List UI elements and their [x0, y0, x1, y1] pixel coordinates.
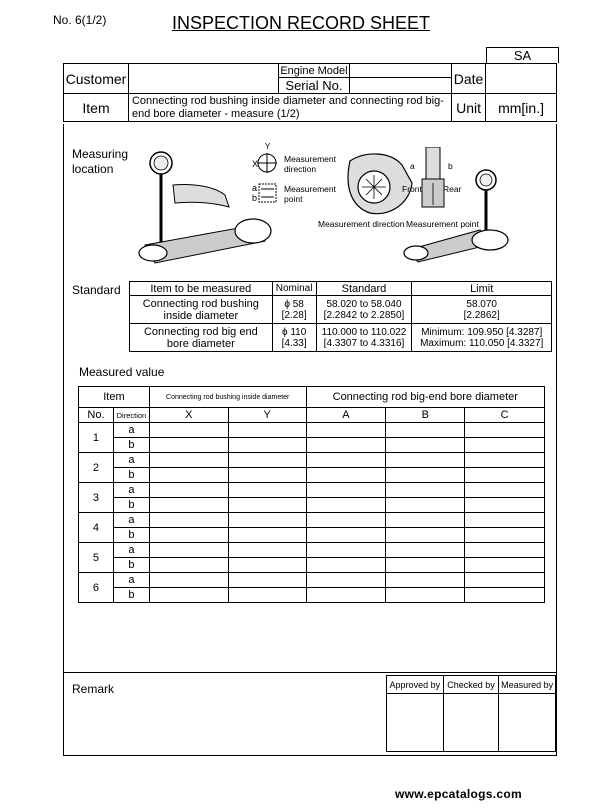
measured-row: [79, 573, 545, 588]
text: bore diameter: [166, 337, 235, 350]
measured-value-cell[interactable]: [228, 528, 306, 543]
row-number: 3: [79, 483, 114, 513]
item-header: Item: [79, 387, 150, 408]
measured-value-cell[interactable]: [228, 468, 306, 483]
measured-value-cell[interactable]: [386, 513, 465, 528]
measured-value-cell[interactable]: [306, 453, 386, 468]
meas-direction-line2: direction: [284, 164, 317, 174]
measured-value-cell[interactable]: [149, 513, 228, 528]
measured-value-cell[interactable]: [306, 528, 386, 543]
front-label: Front: [402, 184, 422, 194]
measured-value-cell[interactable]: [228, 558, 306, 573]
text: [2.2862]: [463, 309, 500, 321]
approved-by-label: Approved by: [387, 676, 444, 694]
measured-value-cell[interactable]: [465, 483, 545, 498]
date-value[interactable]: [486, 64, 557, 94]
remark-label: Remark: [72, 682, 115, 696]
measured-value-cell[interactable]: [149, 453, 228, 468]
measured-value-cell[interactable]: [149, 558, 228, 573]
text: Maximum: 110.050 [4.3327]: [420, 337, 544, 349]
row-number: 5: [79, 543, 114, 573]
meas-point-line1: Measurement: [284, 184, 336, 194]
measurement-point-caption-top: [284, 184, 336, 204]
measured-row: [79, 468, 545, 483]
engine-model-value[interactable]: [350, 64, 452, 78]
meas-direction-line1: Measurement: [284, 154, 336, 164]
direction-cell: a: [113, 423, 149, 438]
point-a-label: a: [252, 183, 258, 193]
sa-box: [486, 47, 559, 63]
direction-cell: a: [113, 573, 149, 588]
direction-header: Direction: [113, 408, 149, 423]
measured-value-cell[interactable]: [386, 423, 465, 438]
measured-value-cell[interactable]: [386, 573, 465, 588]
col-x-header: X: [149, 408, 228, 423]
checked-by-label: Checked by: [443, 676, 499, 694]
standard-row-bigend: [130, 324, 552, 352]
standard-label: Standard: [72, 283, 121, 297]
header-standard: Standard: [316, 282, 412, 296]
standard-bigend: [316, 324, 412, 352]
measured-value-cell[interactable]: [306, 573, 386, 588]
standard-table: [129, 281, 552, 352]
measured-value-cell[interactable]: [149, 543, 228, 558]
measured-value-cell[interactable]: [465, 423, 545, 438]
measured-value-cell[interactable]: [465, 468, 545, 483]
measured-value-cell[interactable]: [228, 498, 306, 513]
direction-cell: b: [113, 468, 149, 483]
header-nominal: Nominal: [272, 282, 316, 296]
text: Connecting rod bushing: [142, 297, 259, 310]
nominal-bigend: [272, 324, 316, 352]
header-limit: Limit: [412, 282, 552, 296]
measured-value-cell[interactable]: [306, 588, 386, 603]
item-description: Connecting rod bushing inside diameter and connecting rod big-end bore diameter - measure (1/2): [128, 94, 451, 122]
measuring-label-line1: Measuring: [72, 147, 129, 161]
measured-row: [79, 438, 545, 453]
measured-value-cell[interactable]: [386, 468, 465, 483]
measured-value-cell[interactable]: [386, 438, 465, 453]
measurement-direction-caption-top: [284, 154, 336, 174]
engine-model-label: Engine Model: [278, 64, 350, 78]
customer-label: Customer: [64, 64, 129, 94]
measured-value-cell[interactable]: [228, 453, 306, 468]
serial-no-label: Serial No.: [278, 78, 350, 94]
unit-value: mm[in.]: [486, 94, 557, 122]
text: [2.28]: [281, 309, 307, 321]
measured-value-cell[interactable]: [465, 528, 545, 543]
measured-value-cell[interactable]: [465, 438, 545, 453]
measured-value-cell[interactable]: [149, 468, 228, 483]
measured-value-cell[interactable]: [228, 483, 306, 498]
label-b-right: b: [448, 161, 453, 171]
unit-label: Unit: [452, 94, 486, 122]
measuring-location-label: [72, 147, 128, 177]
direction-cell: a: [113, 483, 149, 498]
measured-value-cell[interactable]: [306, 543, 386, 558]
measured-value-cell[interactable]: [228, 588, 306, 603]
measurement-point-caption: Measurement point: [406, 219, 479, 229]
text: inside diameter: [163, 309, 239, 322]
limit-bigend: [412, 324, 552, 352]
row-number: 4: [79, 513, 114, 543]
item-label: Item: [64, 94, 129, 122]
measured-value-cell[interactable]: [465, 558, 545, 573]
measured-row: [79, 498, 545, 513]
customer-value[interactable]: [128, 64, 278, 94]
rear-label: Rear: [443, 184, 462, 194]
measured-value-cell[interactable]: [149, 483, 228, 498]
direction-cell: b: [113, 558, 149, 573]
measured-value-cell[interactable]: [228, 438, 306, 453]
measured-value-cell[interactable]: [306, 423, 386, 438]
y-axis-label: Y: [265, 142, 271, 151]
header-item-to-be-measured: Item to be measured: [130, 282, 273, 296]
measured-value-cell[interactable]: [149, 498, 228, 513]
measured-value-cell[interactable]: [149, 573, 228, 588]
text: 58.020 to 58.040: [326, 298, 402, 310]
x-axis-label: X: [252, 159, 259, 169]
watermark: www.epcatalogs.com: [395, 787, 522, 801]
standard-item-bigend: [130, 324, 273, 352]
measured-row: [79, 453, 545, 468]
measured-value-cell[interactable]: [306, 468, 386, 483]
measured-value-cell[interactable]: [386, 558, 465, 573]
measured-row: [79, 528, 545, 543]
measured-value-cell[interactable]: [228, 573, 306, 588]
measured-value-cell[interactable]: [465, 543, 545, 558]
bigend-header: Connecting rod big-end bore diameter: [306, 387, 544, 408]
col-b-header: B: [386, 408, 465, 423]
measured-row: [79, 588, 545, 603]
measured-row: [79, 543, 545, 558]
measured-row: [79, 423, 545, 438]
measured-value-table: [78, 386, 545, 603]
measured-value-cell[interactable]: [149, 423, 228, 438]
direction-cell: a: [113, 453, 149, 468]
measured-value-cell[interactable]: [228, 543, 306, 558]
direction-cell: a: [113, 513, 149, 528]
document-number: No. 6(1/2): [53, 13, 107, 27]
measured-value-cell[interactable]: [228, 513, 306, 528]
measured-value-cell[interactable]: [386, 588, 465, 603]
measured-row: [79, 483, 545, 498]
measured-value-cell[interactable]: [465, 498, 545, 513]
bushing-header: Connecting rod bushing inside diameter: [149, 387, 306, 408]
measured-value-cell[interactable]: [306, 513, 386, 528]
col-a-header: A: [306, 408, 386, 423]
measured-value-cell[interactable]: [465, 588, 545, 603]
measured-value-label: Measured value: [79, 365, 165, 379]
standard-row-bushing: [130, 296, 552, 324]
direction-cell: b: [113, 528, 149, 543]
direction-cell: b: [113, 588, 149, 603]
text: 110.000 to 110.022: [321, 326, 407, 338]
measured-row: [79, 513, 545, 528]
text: ϕ 58: [284, 298, 304, 310]
measurement-direction-caption: Measurement direction: [318, 219, 405, 229]
measured-value-cell[interactable]: [386, 543, 465, 558]
measured-value-cell[interactable]: [306, 558, 386, 573]
direction-cell: b: [113, 498, 149, 513]
measured-by-label: Measured by: [499, 676, 556, 694]
text: ϕ 110: [281, 326, 307, 338]
meas-point-line2: point: [284, 194, 303, 204]
serial-no-value[interactable]: [350, 78, 452, 94]
nominal-bushing: [272, 296, 316, 324]
measured-value-cell[interactable]: [149, 588, 228, 603]
direction-cell: a: [113, 543, 149, 558]
col-y-header: Y: [228, 408, 306, 423]
measuring-label-line2: location: [72, 162, 114, 176]
measured-value-cell[interactable]: [149, 528, 228, 543]
limit-bushing: [412, 296, 552, 324]
approved-by-signature[interactable]: [387, 694, 444, 752]
row-number: 6: [79, 573, 114, 603]
measured-value-cell[interactable]: [306, 483, 386, 498]
measured-value-cell[interactable]: [386, 483, 465, 498]
measured-value-cell[interactable]: [386, 498, 465, 513]
measured-value-cell[interactable]: [465, 453, 545, 468]
text: Connecting rod big end: [143, 325, 258, 338]
point-b-label: b: [252, 193, 258, 203]
measured-value-cell[interactable]: [465, 573, 545, 588]
info-table: [63, 63, 557, 122]
checked-by-signature[interactable]: [443, 694, 499, 752]
standard-bushing: [316, 296, 412, 324]
measured-value-cell[interactable]: [149, 438, 228, 453]
measured-by-signature[interactable]: [499, 694, 556, 752]
measured-value-cell[interactable]: [465, 513, 545, 528]
text: 58.070: [466, 298, 497, 310]
text: [4.3307 to 4.3316]: [323, 337, 405, 349]
standard-item-bushing: [130, 296, 273, 324]
text: [4.33]: [281, 337, 307, 349]
row-number: 1: [79, 423, 114, 453]
no-header: No.: [79, 408, 114, 423]
sa-label: SA: [513, 48, 532, 63]
row-number: 2: [79, 453, 114, 483]
measured-value-cell[interactable]: [306, 438, 386, 453]
col-c-header: C: [465, 408, 545, 423]
measured-value-cell[interactable]: [306, 498, 386, 513]
date-label: Date: [452, 64, 486, 94]
measured-value-cell[interactable]: [228, 423, 306, 438]
signature-table: [386, 675, 556, 752]
label-a-right: a: [410, 161, 415, 171]
text: Minimum: 109.950 [4.3287]: [421, 326, 543, 338]
dial-gauge-big-end-figure: [400, 160, 530, 265]
direction-cell: b: [113, 438, 149, 453]
measured-value-cell[interactable]: [386, 528, 465, 543]
text: [2.2842 to 2.2850]: [323, 309, 405, 321]
measured-row: [79, 558, 545, 573]
measured-value-cell[interactable]: [386, 453, 465, 468]
page-title: INSPECTION RECORD SHEET: [172, 13, 431, 33]
